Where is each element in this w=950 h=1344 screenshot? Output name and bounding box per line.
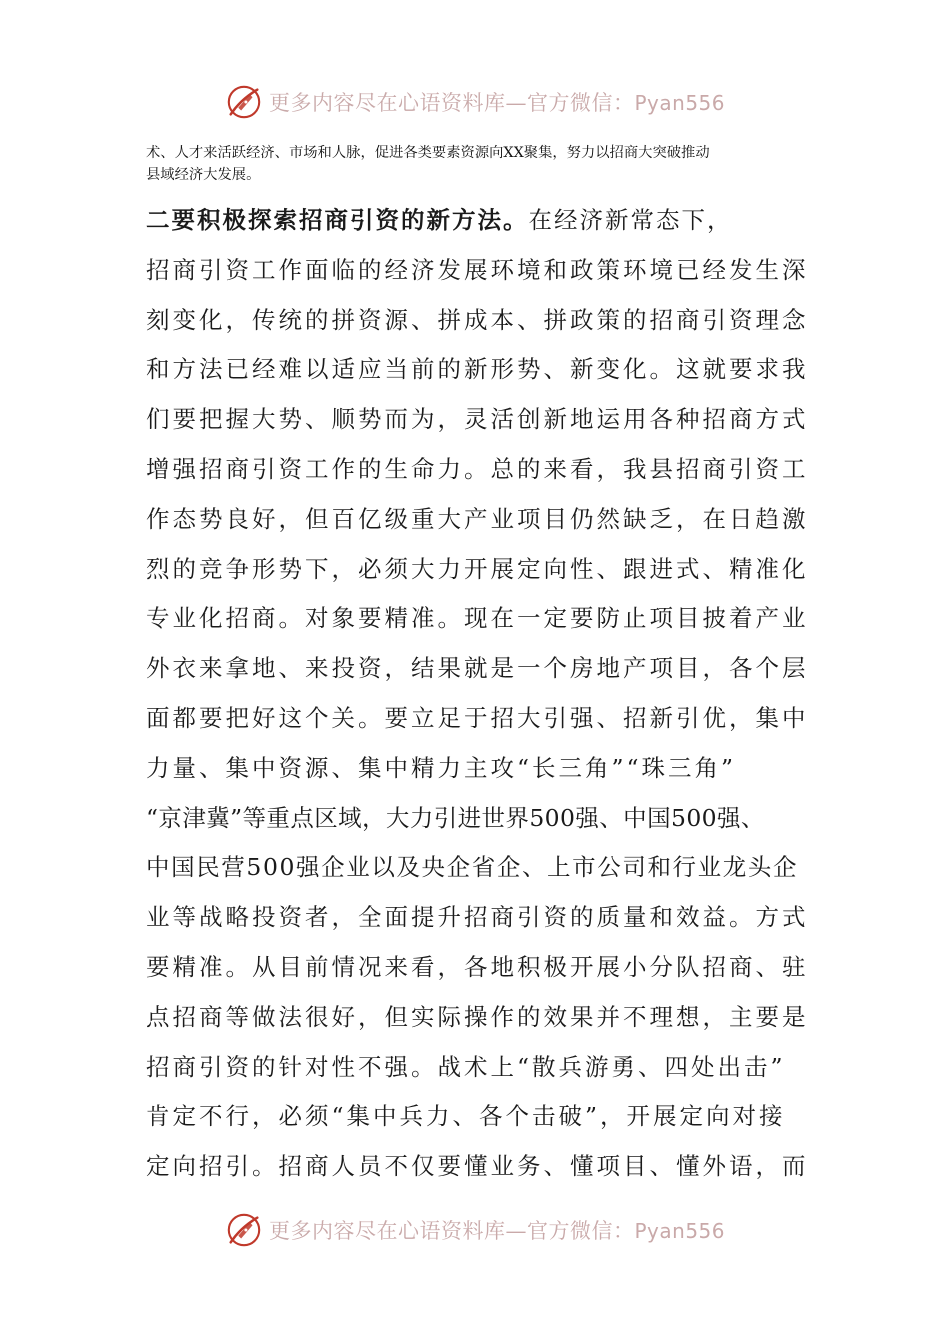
- paragraph-line: 业等战略投资者，全面提升招商引资的质量和效益。方式: [146, 903, 809, 932]
- paragraph-line: 力量、集中资源、集中精力主攻“长三角”“珠三角”: [146, 753, 737, 782]
- header-watermark-banner: [0, 80, 950, 124]
- paragraph-first-line: [146, 196, 826, 246]
- paragraph-line: 要精准。从目前情况来看，各地积极开展小分队招商、驻: [146, 952, 809, 981]
- pen-nib-logo-icon: [225, 1211, 263, 1249]
- paragraph-line: 肯定不行，必须“集中兵力、各个击破”，开展定向对接: [146, 1102, 786, 1131]
- carryover-paragraph: [146, 142, 810, 186]
- paragraph-line: 招商引资工作面临的经济发展环境和政策环境已经发生深: [146, 255, 809, 284]
- paragraph-line: 刻变化，传统的拼资源、拼成本、拼政策的招商引资理念: [146, 305, 809, 334]
- main-paragraph: [146, 196, 826, 1192]
- paragraph-line: 外衣来拿地、来投资，结果就是一个房地产项目，各个层: [146, 654, 809, 683]
- paragraph-heading: 二要积极探索招商引资的新方法。: [146, 206, 529, 234]
- carryover-line: 术、人才来活跃经济、市场和人脉，促进各类要素资源向XX聚集，努力以招商大突破推动: [146, 145, 710, 161]
- paragraph-line: 作态势良好，但百亿级重大产业项目仍然缺乏，在日趋激: [146, 504, 809, 533]
- pen-nib-logo-icon: [225, 83, 263, 121]
- paragraph-line: 专业化招商。对象要精准。现在一定要防止项目披着产业: [146, 604, 809, 633]
- paragraph-line: 烈的竞争形势下，必须大力开展定向性、跟进式、精准化: [146, 554, 809, 583]
- paragraph-line: 们要把握大势、顺势而为，灵活创新地运用各种招商方式: [146, 405, 809, 434]
- footer-watermark-text: 更多内容尽在心语资料库—官方微信：Pyan556: [268, 1219, 725, 1243]
- carryover-line: 县域经济大发展。: [146, 167, 261, 183]
- paragraph-line: 增强招商引资工作的生命力。总的来看，我县招商引资工: [146, 454, 809, 483]
- footer-watermark-banner: [0, 1208, 950, 1252]
- paragraph-line: 招商引资的针对性不强。战术上“散兵游勇、四处出击”: [146, 1052, 786, 1081]
- paragraph-line: 面都要把好这个关。要立足于招大引强、招新引优，集中: [146, 703, 809, 732]
- paragraph-line: 和方法已经难以适应当前的新形势、新变化。这就要求我: [146, 355, 809, 384]
- paragraph-line: 点招商等做法很好，但实际操作的效果并不理想，主要是: [146, 1002, 809, 1031]
- paragraph-line: 中国民营500强企业以及央企省企、上市公司和行业龙头企: [146, 853, 799, 882]
- paragraph-line: 定向招引。招商人员不仅要懂业务、懂项目、懂外语，而: [146, 1152, 809, 1181]
- paragraph-line: “京津冀”等重点区域，大力引进世界500强、中国500强、: [146, 803, 765, 832]
- paragraph-text: 在经济新常态下，: [528, 206, 733, 234]
- header-watermark-text: 更多内容尽在心语资料库—官方微信：Pyan556: [268, 91, 725, 115]
